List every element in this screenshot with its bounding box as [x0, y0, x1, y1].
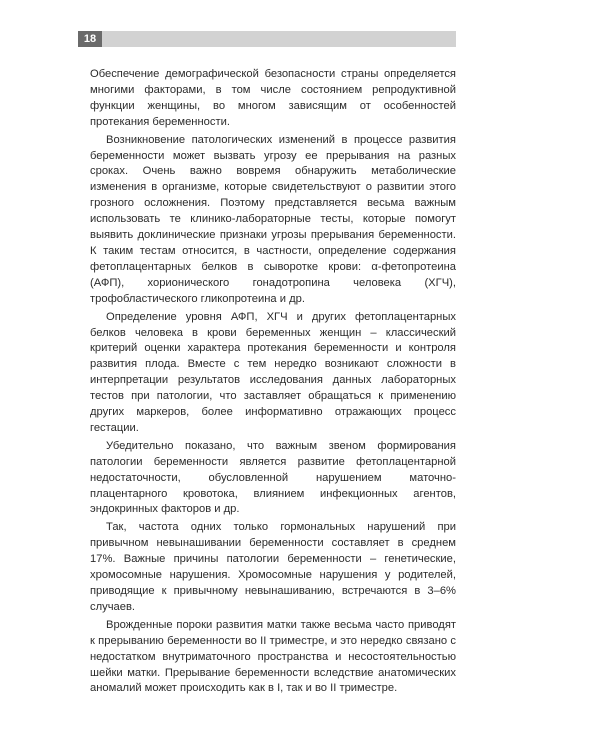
page-number: 18 [78, 31, 102, 47]
paragraph-6: Врожденные пороки развития матки также весьма часто приводят к прерыванию беременности во II триместре, и это нередко связано с недостатком внутриматочного пространства и несостоятельностью шейки матки. Прерывание беременности вследствие анатомических аномалий может происходить как в I, так и во II триместре. [90, 618, 456, 695]
paragraph-5: Так, частота одних только гормональных нарушений при привычном невынашивании беременности составляет в среднем 17%. Важные причины патологии беременности – генетические, хромосомные нарушения. Хромосомные нарушения у родителей, приводящие к привычному невынашиванию, встречаются в 3–6% случаев. [90, 521, 456, 613]
body-text [90, 67, 456, 699]
paragraph-2: Возникновение патологических изменений в процессе развития беременности может вызвать угрозу ее прерывания на разных сроках. Очень важно вовремя обнаружить метаболические изменения в организме, которые свидетельствуют о развитии этого грозного осложнения. Поэтому представляется весьма важным использовать те клинико-лабораторные тесты, которые помогут выявить доклинические признаки угрозы прерывания беременности. К таким тестам относится, в частности, определение содержания фетоплацентарных белков в сыворотке крови: α-фетопротеина (АФП), хорионического гонадотропина человека (ХГЧ), трофобластического гликопротеина и др. [90, 133, 456, 305]
paragraph-3: Определение уровня АФП, ХГЧ и других фетоплацентарных белков человека в крови беременных женщин – классический критерий оценки характера протекания беременности и контроля развития плода. Вместе с тем нередко возникают сложности в интерпретации результатов исследования данных лабораторных тестов при патологии, что заставляет обращаться к применению других маркеров, более информативно отражающих процесс гестации. [90, 310, 456, 434]
paragraph-4: Убедительно показано, что важным звеном формирования патологии беременности является развитие фетоплацентарной недостаточности, обусловленной нарушением маточно-плацентарного кровотока, влиянием инфекционных агентов, эндокринных факторов и др. [90, 439, 456, 516]
page-header-bar [78, 31, 456, 47]
paragraph-1: Обеспечение демографической безопасности страны определяется многими факторами, в том числе состоянием репродуктивной функции женщины, во многом зависящим от особенностей протекания беременности. [90, 68, 456, 128]
